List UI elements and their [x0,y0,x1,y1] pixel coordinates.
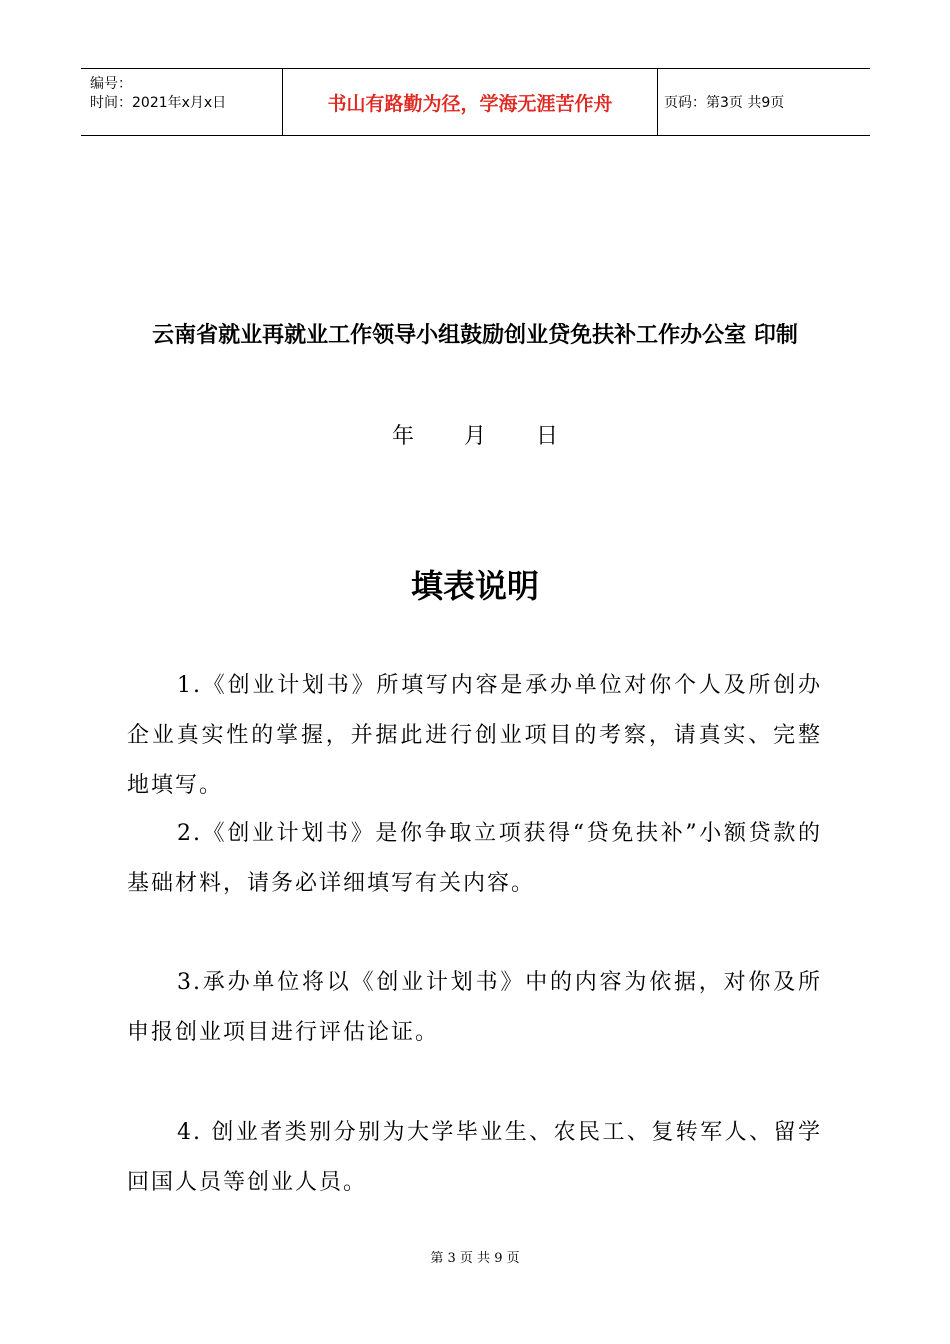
number-label: 编号： [90,76,132,92]
header-page-label: 页码：第3页 共9页 [664,95,785,111]
instruction-paragraph-4: 4. 创业者类别分别为大学毕业生、农民工、复转军人、留学回国人员等创业人员。 [127,1120,822,1195]
page-header [81,68,870,136]
time-label: 时间：2021年x月x日 [90,95,227,111]
instruction-paragraph-3: 3.承办单位将以《创业计划书》中的内容为依据，对你及所申报创业项目进行评估论证。 [127,970,822,1045]
page-footer: 第 3 页 共 9 页 [430,1251,520,1266]
section-title: 填表说明 [410,567,539,605]
instruction-paragraph-2: 2.《创业计划书》是你争取立项获得“贷免扶补”小额贷款的基础材料，请务必详细填写有关内容。 [127,821,822,896]
instruction-paragraph-1: 1.《创业计划书》所填写内容是承办单位对你个人及所创办企业真实性的掌握，并据此进行创业项目的考察，请真实、完整地填写。 [127,673,822,798]
date-line [0,419,950,450]
date-month: 月 [463,424,486,449]
date-year: 年 [391,424,414,449]
issuing-office: 云南省就业再就业工作领导小组鼓励创业贷免扶补工作办公室 印制 [152,322,798,348]
date-day: 日 [536,424,559,449]
header-motto: 书山有路勤为径，学海无涯苦作舟 [282,69,658,135]
header-meta [81,69,282,135]
